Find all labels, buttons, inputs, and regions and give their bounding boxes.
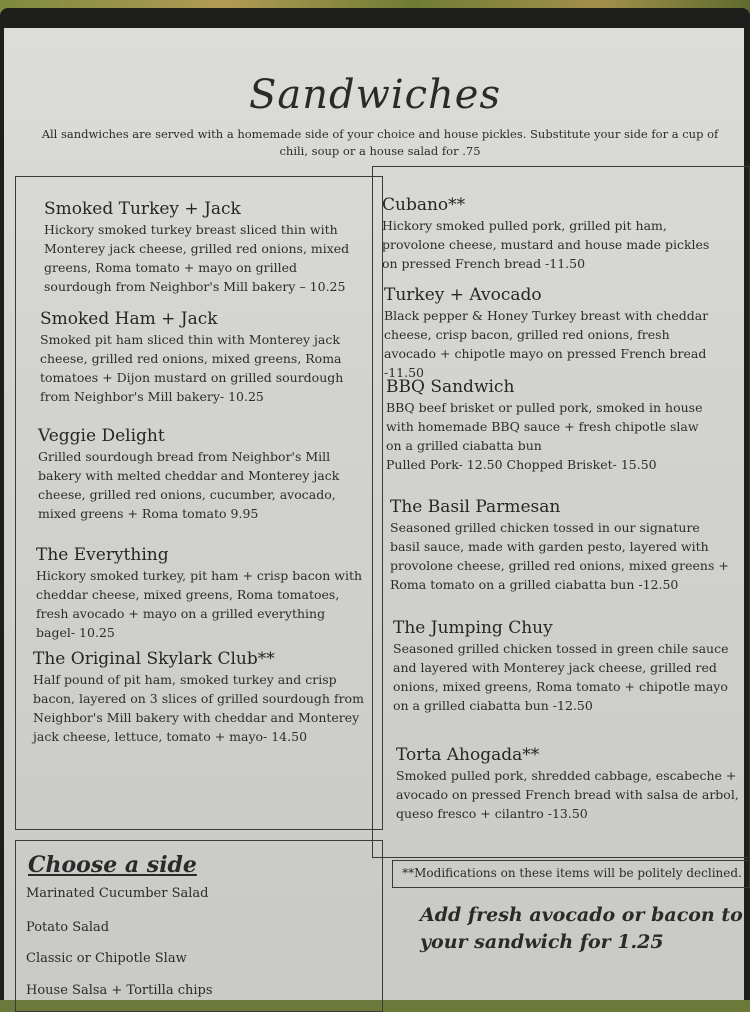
side-item: Marinated Cucumber Salad bbox=[26, 886, 209, 901]
item-name: Torta Ahogada** bbox=[396, 745, 540, 765]
menu-title: Sandwiches bbox=[248, 72, 501, 118]
item-desc: Half pound of pit ham, smoked turkey and crisp bacon, layered on 3 slices of grilled sourdough from Neighbor's Mill bakery with cheddar and Monterey jack cheese, lettuce, tomato + mayo- 14.50 bbox=[33, 672, 364, 744]
menu-item bbox=[38, 425, 362, 523]
sides-title: Choose a side bbox=[28, 852, 197, 878]
menu-item bbox=[384, 284, 724, 382]
item-price-options: Pulled Pork- 12.50 Chopped Brisket- 15.50 bbox=[386, 457, 657, 472]
side-item: Potato Salad bbox=[26, 920, 110, 935]
item-desc: Grilled sourdough bread from Neighbor's Mill bakery with melted cheddar and Monterey jack cheese, grilled red onions, cucumber, avocado, mixed greens + Roma tomato 9.95 bbox=[38, 449, 340, 521]
menu-item bbox=[36, 544, 366, 642]
item-desc: Hickory smoked turkey breast sliced thin with Monterey jack cheese, grilled red onions, mixed greens, Roma tomato + mayo on grilled sourdough from Neighbor's Mill bakery – 10.25 bbox=[44, 222, 350, 294]
side-item: Classic or Chipotle Slaw bbox=[26, 951, 187, 966]
item-name: The Original Skylark Club** bbox=[33, 649, 275, 669]
menu-item bbox=[390, 496, 730, 594]
menu-intro: All sandwiches are served with a homemade side of your choice and house pickles. Substitute your side for a cup of chili, soup or a house salad for .75 bbox=[41, 127, 719, 158]
item-name: Veggie Delight bbox=[38, 426, 165, 446]
addon-offer: Add fresh avocado or bacon to your sandwich for 1.25 bbox=[420, 904, 743, 953]
menu-item bbox=[386, 376, 716, 474]
menu-item bbox=[44, 198, 362, 296]
menu-item bbox=[33, 648, 369, 746]
item-desc: Hickory smoked turkey, pit ham + crisp bacon with cheddar cheese, mixed greens, Roma tomatoes, fresh avocado + mayo on a grilled everything bagel- 10.25 bbox=[36, 568, 363, 640]
item-desc: Seasoned grilled chicken tossed in our signature basil sauce, made with garden pesto, layered with provolone cheese, grilled red onions, mixed greens + Roma tomato on a grilled ciabatta bun -12.50 bbox=[390, 520, 729, 592]
item-name: Turkey + Avocado bbox=[384, 285, 542, 305]
item-desc: Black pepper & Honey Turkey breast with cheddar cheese, crisp bacon, grilled red onions, fresh avocado + chipotle mayo on pressed French bread -11.50 bbox=[384, 308, 709, 380]
item-name: Smoked Turkey + Jack bbox=[44, 199, 241, 219]
item-name: The Jumping Chuy bbox=[393, 618, 553, 638]
item-desc: BBQ beef brisket or pulled pork, smoked in house with homemade BBQ sauce + fresh chipotle slaw on a grilled ciabatta bun bbox=[386, 400, 703, 453]
item-name: Smoked Ham + Jack bbox=[40, 309, 218, 329]
item-desc: Smoked pulled pork, shredded cabbage, escabeche + avocado on pressed French bread with salsa de arbol, queso fresco + cilantro -13.50 bbox=[396, 768, 739, 821]
item-name: BBQ Sandwich bbox=[386, 377, 515, 397]
item-desc: Hickory smoked pulled pork, grilled pit ham, provolone cheese, mustard and house made pickles on pressed French bread -11.50 bbox=[382, 218, 710, 271]
item-desc: Smoked pit ham sliced thin with Monterey jack cheese, grilled red onions, mixed greens, Roma tomatoes + Dijon mustard on grilled sourdough from Neighbor's Mill bakery- 10.25 bbox=[40, 332, 344, 404]
menu-item bbox=[40, 308, 362, 406]
item-name: The Everything bbox=[36, 545, 169, 565]
modifications-note: **Modifications on these items will be politely declined. bbox=[402, 866, 742, 880]
menu-item bbox=[382, 194, 712, 273]
menu-item bbox=[393, 617, 737, 715]
side-item: House Salsa + Tortilla chips bbox=[26, 983, 213, 998]
item-name: Cubano** bbox=[382, 195, 466, 215]
item-name: The Basil Parmesan bbox=[390, 497, 561, 517]
menu-item bbox=[396, 744, 746, 823]
item-desc: Seasoned grilled chicken tossed in green chile sauce and layered with Monterey jack cheese, grilled red onions, mixed greens, Roma tomato + chipotle mayo on a grilled ciabatta bun -12.50 bbox=[393, 641, 729, 713]
